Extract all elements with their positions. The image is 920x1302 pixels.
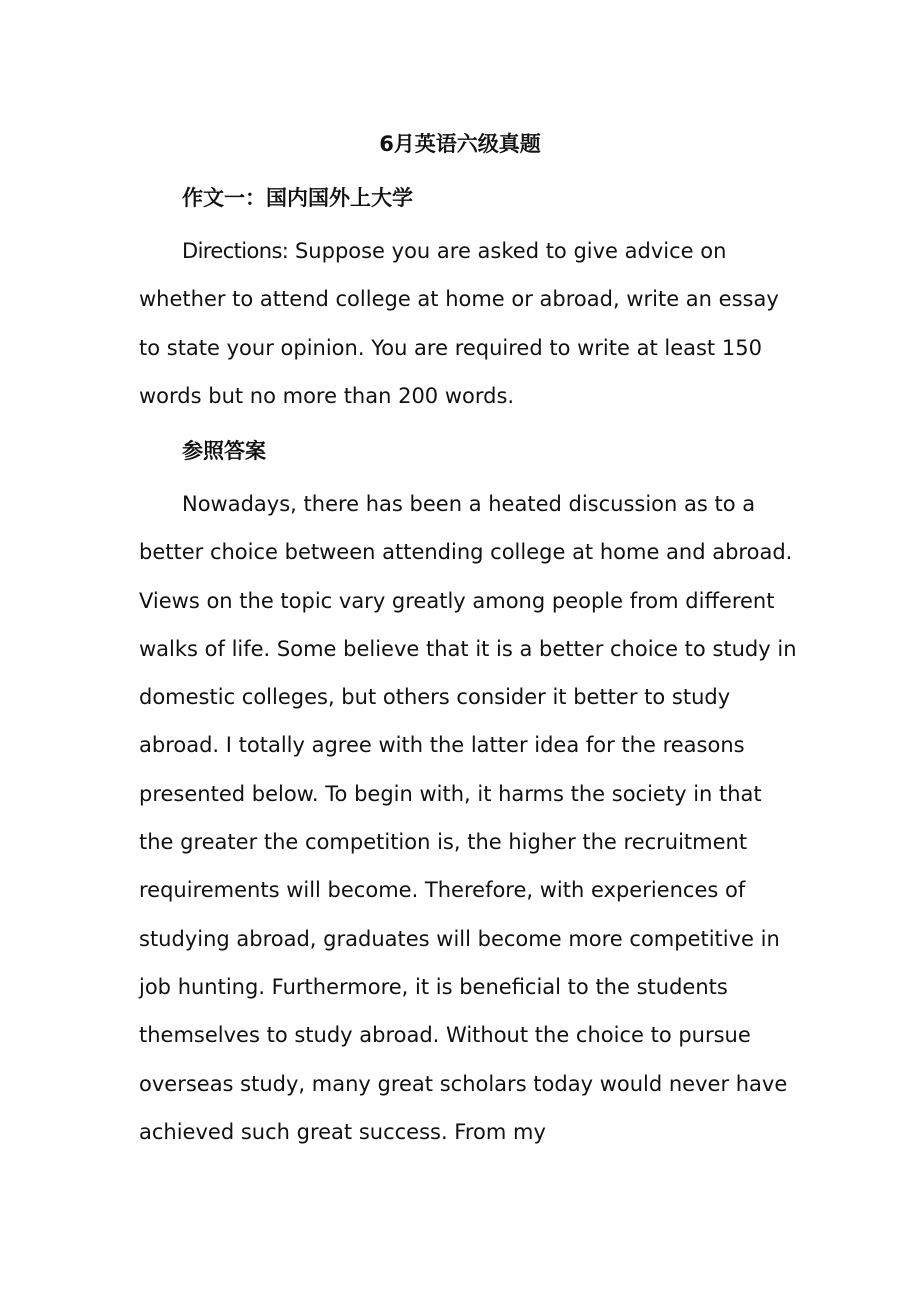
directions-label: Directions: bbox=[182, 239, 289, 263]
essay-paragraph: Nowadays, there has been a heated discussion as to a better choice between attending college at home and abroad. Views on the topic vary greatly among people from different walks of life. Some believe that it is a better choice to study in domestic colleges, but others consider it better to study abroad. I totally agree with the latter idea for the reasons presented below. To begin with, it harms the society in that the greater the competition is, the higher the recruitment requirements will become. Therefore, with experiences of studying abroad, graduates will become more competitive in job hunting. Furthermore, it is beneficial to the students themselves to study abroad. Without the choice to pursue overseas study, many great scholars today would never have achieved such great success. From my bbox=[139, 492, 797, 1144]
answer-heading: 参照答案 bbox=[182, 439, 266, 463]
directions-text: Suppose you are asked to give advice on whether to attend college at home or abroad, write an essay to state your opinion. You are required to write at least 150 words but no more than 200 words. bbox=[139, 239, 779, 408]
directions-paragraph bbox=[139, 227, 799, 420]
section-heading: 作文一：国内国外上大学 bbox=[182, 186, 413, 210]
page-title: 6月英语六级真题 bbox=[379, 132, 541, 156]
